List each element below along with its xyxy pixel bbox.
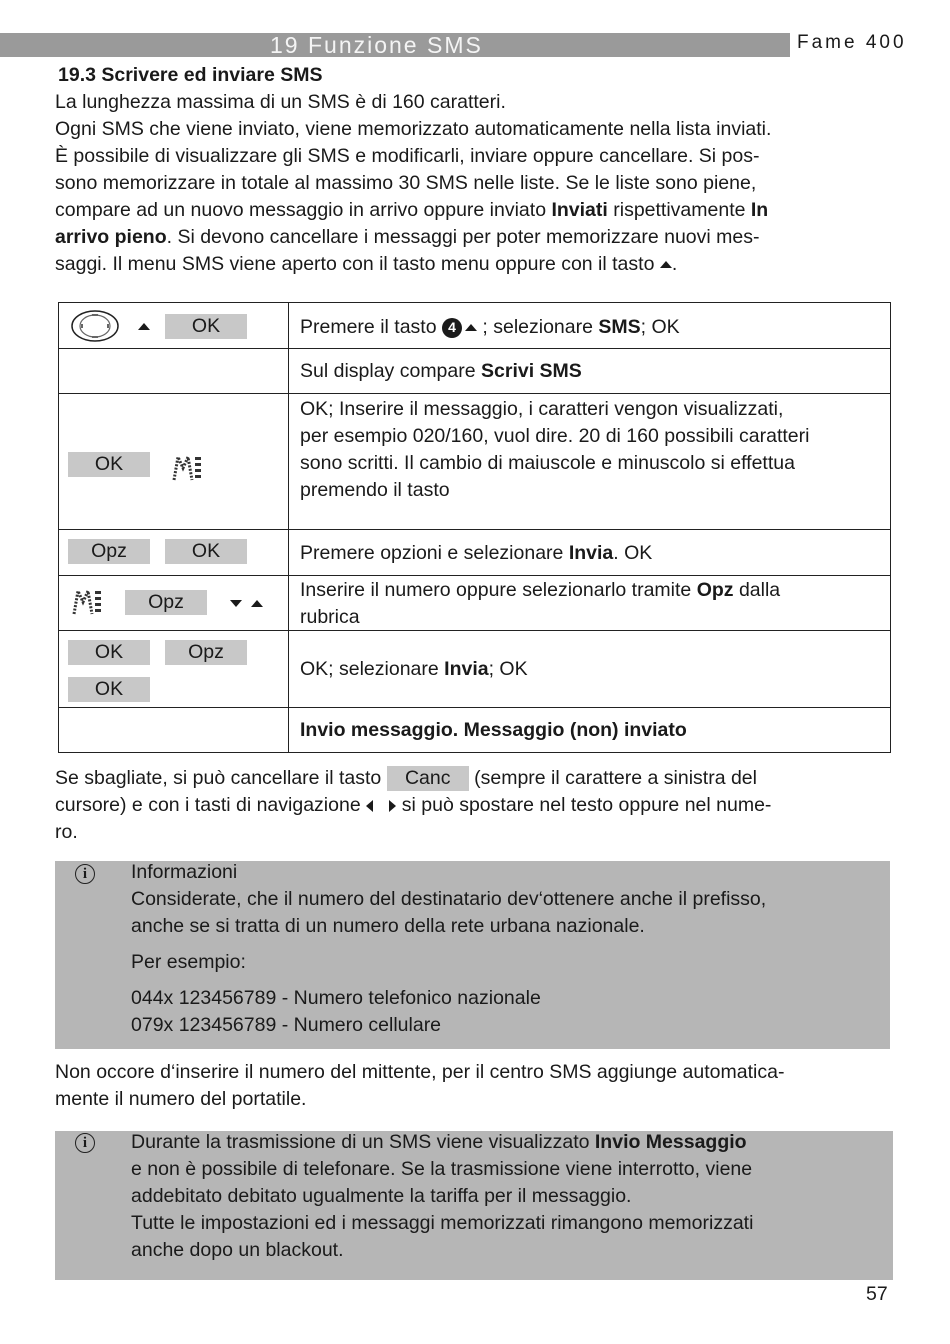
info-box: i Durante la trasmissione di un SMS viene visualizzato Invio Messaggio e non è possibile di telefonare. Se la trasmissione viene interrotto, viene addebitato debitato ugualmente la tariffa per il messaggio. Tutte le impostazioni ed i messaggi memorizzati rimangono memorizzati anche dopo un blackout. xyxy=(55,1131,893,1280)
step-row xyxy=(59,530,890,576)
step-row xyxy=(59,631,890,708)
step-text: OK; selezionare Invia; OK xyxy=(300,658,528,680)
intro-line: sono memorizzare in totale al massimo 30 SMS nelle liste. Se le liste sono piene, xyxy=(55,172,757,194)
ok-key: OK xyxy=(165,539,247,564)
steps-table xyxy=(58,302,891,753)
keypad-text-icon xyxy=(72,588,104,616)
step-text: Invio messaggio. Messaggio (non) inviato xyxy=(300,719,687,741)
step-keys xyxy=(59,303,289,348)
section-title: 19.3 Scrivere ed inviare SMS xyxy=(58,64,323,86)
intro-line: compare ad un nuovo messaggio in arrivo oppure inviato Inviati rispettivamente In xyxy=(55,199,769,221)
step-row xyxy=(59,708,890,752)
up-arrow-icon xyxy=(465,324,477,331)
keypad-text-icon xyxy=(172,454,204,482)
page-number: 57 xyxy=(866,1283,888,1305)
step-keys xyxy=(59,576,289,630)
step-row xyxy=(59,394,890,530)
intro-line: È possibile di visualizzare gli SMS e modificarli, inviare oppure cancellare. Si pos- xyxy=(55,145,760,167)
step-keys xyxy=(59,530,289,575)
ok-key: OK xyxy=(68,452,150,477)
up-arrow-icon xyxy=(251,600,263,607)
step-text: Premere il tasto 4 ; selezionare SMS; OK xyxy=(300,316,680,338)
step-text: Premere opzioni e selezionare Invia. OK xyxy=(300,542,653,564)
intro-line: Ogni SMS che viene inviato, viene memorizzato automaticamente nella lista inviati. xyxy=(55,118,772,140)
step-keys xyxy=(59,631,289,707)
info-icon: i xyxy=(75,864,95,884)
options-key: Opz xyxy=(165,640,247,665)
up-arrow-icon xyxy=(138,323,150,330)
step-text: OK; Inserire il messaggio, i caratteri vengon visualizzati, per esempio 020/160, vuol dire. 20 di 160 possibili caratteri sono scritti. Il cambio di maiuscole e minuscolo si effettua premendo il tasto xyxy=(300,398,810,501)
sender-paragraph: Non occore d‘inserire il numero del mittente, per il centro SMS aggiunge automatica- mente il numero del portatile. xyxy=(55,1061,785,1110)
step-row xyxy=(59,349,890,394)
step-text: Inserire il numero oppure selezionarlo tramite Opz dalla rubrica xyxy=(300,579,781,628)
intro-paragraph xyxy=(55,89,885,278)
navigation-key-icon xyxy=(70,309,120,343)
info-box: i Informazioni Considerate, che il numero del destinatario dev‘ottenere anche il prefisso, anche se si tratta di un numero della rete urbana nazionale. Per esempio: 044x 123456789 - Numero telefonico nazionale 079x 123456789 - Numero cellulare xyxy=(55,861,890,1049)
intro-line: saggi. Il menu SMS viene aperto con il tasto menu oppure con il tasto . xyxy=(55,253,678,275)
correction-paragraph: Se sbagliate, si può cancellare il tasto Canc (sempre il carattere a sinistra del cursore) e con i tasti di navigazione si può spostare nel testo oppure nel nume- ro. xyxy=(55,767,772,843)
up-arrow-icon xyxy=(660,261,672,268)
model-name: Fame 400 xyxy=(797,32,907,53)
cancel-key: Canc xyxy=(387,766,469,791)
info-title: Informazioni xyxy=(131,861,238,883)
left-arrow-icon xyxy=(366,800,373,812)
down-arrow-icon xyxy=(230,600,242,607)
options-key: Opz xyxy=(125,590,207,615)
chapter-title: 19 Funzione SMS xyxy=(270,32,483,58)
intro-line: La lunghezza massima di un SMS è di 160 caratteri. xyxy=(55,91,506,113)
step-keys xyxy=(59,394,289,529)
intro-line: arrivo pieno. Si devono cancellare i messaggi per poter memorizzare nuovi mes- xyxy=(55,226,760,248)
key-4-icon: 4 xyxy=(442,318,462,338)
options-key: Opz xyxy=(68,539,150,564)
info-icon: i xyxy=(75,1133,95,1153)
ok-key: OK xyxy=(68,677,150,702)
step-row xyxy=(59,576,890,631)
ok-key: OK xyxy=(68,640,150,665)
ok-key: OK xyxy=(165,314,247,339)
step-text: Sul display compare Scrivi SMS xyxy=(300,360,582,382)
step-row xyxy=(59,303,890,349)
